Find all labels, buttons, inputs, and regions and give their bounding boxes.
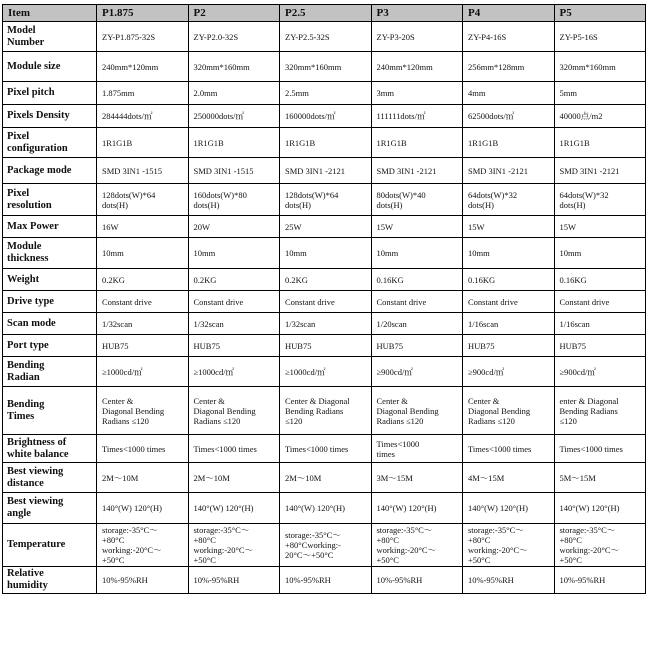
table-cell: 1/32scan xyxy=(280,313,372,335)
table-cell: 1R1G1B xyxy=(280,128,372,158)
row-label: Scan mode xyxy=(3,313,97,335)
table-cell: 2M～10M xyxy=(97,463,189,493)
table-cell: Center & Diagonal Bending Radians ≤120 xyxy=(371,387,463,435)
row-label: Module size xyxy=(3,52,97,82)
row-label: Module thickness xyxy=(3,238,97,269)
table-cell: 15W xyxy=(371,216,463,238)
table-cell: 3mm xyxy=(371,82,463,105)
table-cell: 20W xyxy=(188,216,280,238)
table-row xyxy=(3,269,646,291)
table-cell: 5mm xyxy=(554,82,646,105)
row-label: Pixels Density xyxy=(3,105,97,128)
table-cell: SMD 3IN1 -1515 xyxy=(97,158,189,184)
row-label: Best viewing distance xyxy=(3,463,97,493)
table-cell: 2M～10M xyxy=(188,463,280,493)
table-cell: ≥1000cd/㎡ xyxy=(280,357,372,387)
table-cell: SMD 3IN1 -2121 xyxy=(371,158,463,184)
table-cell: Center & Diagonal Bending Radians ≤120 xyxy=(97,387,189,435)
table-cell: ZY-P4-16S xyxy=(463,22,555,52)
table-cell: 320mm*160mm xyxy=(554,52,646,82)
table-cell: 320mm*160mm xyxy=(280,52,372,82)
table-cell: HUB75 xyxy=(463,335,555,357)
row-label: Pixel pitch xyxy=(3,82,97,105)
table-cell: HUB75 xyxy=(280,335,372,357)
table-cell: 16W xyxy=(97,216,189,238)
table-cell: 160000dots/㎡ xyxy=(280,105,372,128)
table-row xyxy=(3,128,646,158)
table-cell: 240mm*120mm xyxy=(371,52,463,82)
table-cell: HUB75 xyxy=(97,335,189,357)
table-cell: Times<1000 times xyxy=(188,435,280,463)
table-cell: Times<1000 times xyxy=(97,435,189,463)
header-p5: P5 xyxy=(554,5,646,22)
header-p25: P2.5 xyxy=(280,5,372,22)
table-cell: 1/32scan xyxy=(97,313,189,335)
table-row xyxy=(3,357,646,387)
spec-table xyxy=(2,4,646,594)
table-cell: ≥900cd/㎡ xyxy=(371,357,463,387)
table-cell: SMD 3IN1 -1515 xyxy=(188,158,280,184)
table-cell: 0.2KG xyxy=(280,269,372,291)
table-cell: 1/20scan xyxy=(371,313,463,335)
table-cell: Times<1000 times xyxy=(554,435,646,463)
row-label: Temperature xyxy=(3,524,97,567)
row-label: Best viewing angle xyxy=(3,493,97,524)
table-cell: 10mm xyxy=(280,238,372,269)
table-cell: Constant drive xyxy=(97,291,189,313)
table-cell: HUB75 xyxy=(371,335,463,357)
table-cell: 64dots(W)*32 dots(H) xyxy=(554,184,646,216)
table-cell: 250000dots/㎡ xyxy=(188,105,280,128)
table-cell: storage:-35°C～ +80°C working:-20°C～ +50°C xyxy=(463,524,555,567)
table-cell: 10%-95%RH xyxy=(371,567,463,594)
row-label: Pixel resolution xyxy=(3,184,97,216)
table-cell: 10mm xyxy=(554,238,646,269)
table-cell: 5M～15M xyxy=(554,463,646,493)
table-cell: 0.2KG xyxy=(97,269,189,291)
table-cell: SMD 3IN1 -2121 xyxy=(554,158,646,184)
table-row xyxy=(3,184,646,216)
table-cell: 15W xyxy=(463,216,555,238)
table-cell: 4M～15M xyxy=(463,463,555,493)
table-cell: 2M～10M xyxy=(280,463,372,493)
table-row xyxy=(3,238,646,269)
table-cell: 160dots(W)*80 dots(H) xyxy=(188,184,280,216)
table-cell: 4mm xyxy=(463,82,555,105)
row-label: Drive type xyxy=(3,291,97,313)
table-cell: 1/16scan xyxy=(463,313,555,335)
table-cell: 15W xyxy=(554,216,646,238)
table-cell: Times<1000 times xyxy=(280,435,372,463)
table-cell: 10mm xyxy=(463,238,555,269)
table-row xyxy=(3,22,646,52)
table-cell: storage:-35°C～ +80°C working:-20°C～ +50°C xyxy=(554,524,646,567)
table-cell: 80dots(W)*40 dots(H) xyxy=(371,184,463,216)
table-cell: 320mm*160mm xyxy=(188,52,280,82)
table-cell: Center & Diagonal Bending Radians ≤120 xyxy=(188,387,280,435)
table-cell: HUB75 xyxy=(554,335,646,357)
row-label: Max Power xyxy=(3,216,97,238)
table-cell: Center & Diagonal Bending Radians ≤120 xyxy=(463,387,555,435)
table-cell: storage:-35°C～ +80°Cworking:- 20°C～+50°C xyxy=(280,524,372,567)
table-cell: 128dots(W)*64 dots(H) xyxy=(280,184,372,216)
table-row xyxy=(3,52,646,82)
table-cell: ≥1000cd/㎡ xyxy=(188,357,280,387)
table-cell: ≥900cd/㎡ xyxy=(463,357,555,387)
table-row xyxy=(3,216,646,238)
table-cell: ≥900cd/㎡ xyxy=(554,357,646,387)
table-cell: 1R1G1B xyxy=(371,128,463,158)
table-cell: 3M～15M xyxy=(371,463,463,493)
table-row xyxy=(3,82,646,105)
table-cell: Times<1000 times xyxy=(371,435,463,463)
table-cell: ZY-P2.5-32S xyxy=(280,22,372,52)
table-cell: 0.16KG xyxy=(463,269,555,291)
table-cell: 1R1G1B xyxy=(554,128,646,158)
table-cell: Constant drive xyxy=(188,291,280,313)
table-cell: Center & Diagonal Bending Radians ≤120 xyxy=(280,387,372,435)
table-cell: 1R1G1B xyxy=(188,128,280,158)
header-p2: P2 xyxy=(188,5,280,22)
table-cell: ZY-P1.875-32S xyxy=(97,22,189,52)
header-p4: P4 xyxy=(463,5,555,22)
table-cell: 140°(W) 120°(H) xyxy=(554,493,646,524)
spec-table-body xyxy=(3,22,646,594)
table-cell: enter & Diagonal Bending Radians ≤120 xyxy=(554,387,646,435)
table-row xyxy=(3,463,646,493)
table-row xyxy=(3,158,646,184)
row-label: Bending Times xyxy=(3,387,97,435)
row-label: Brightness of white balance xyxy=(3,435,97,463)
table-cell: 0.16KG xyxy=(371,269,463,291)
table-cell: ZY-P5-16S xyxy=(554,22,646,52)
table-cell: 140°(W) 120°(H) xyxy=(97,493,189,524)
table-cell: 240mm*120mm xyxy=(97,52,189,82)
table-row xyxy=(3,493,646,524)
row-label: Pixel configuration xyxy=(3,128,97,158)
table-cell: 64dots(W)*32 dots(H) xyxy=(463,184,555,216)
row-label: Package mode xyxy=(3,158,97,184)
table-cell: 10%-95%RH xyxy=(280,567,372,594)
table-cell: storage:-35°C～ +80°C working:-20°C～ +50°C xyxy=(188,524,280,567)
table-cell: 2.5mm xyxy=(280,82,372,105)
table-row xyxy=(3,567,646,594)
table-cell: 111111dots/㎡ xyxy=(371,105,463,128)
table-cell: 10mm xyxy=(188,238,280,269)
header-item: Item xyxy=(3,5,97,22)
table-cell: 256mm*128mm xyxy=(463,52,555,82)
table-cell: Constant drive xyxy=(280,291,372,313)
table-cell: 140°(W) 120°(H) xyxy=(188,493,280,524)
table-cell: 10mm xyxy=(371,238,463,269)
table-row xyxy=(3,313,646,335)
row-label: Port type xyxy=(3,335,97,357)
table-cell: Times<1000 times xyxy=(463,435,555,463)
table-cell: Constant drive xyxy=(554,291,646,313)
table-cell: storage:-35°C～ +80°C working:-20°C～ +50°C xyxy=(371,524,463,567)
table-cell: 1/16scan xyxy=(554,313,646,335)
table-cell: SMD 3IN1 -2121 xyxy=(463,158,555,184)
table-row xyxy=(3,335,646,357)
table-cell: ≥1000cd/㎡ xyxy=(97,357,189,387)
table-cell: 284444dots/㎡ xyxy=(97,105,189,128)
table-cell: 2.0mm xyxy=(188,82,280,105)
table-cell: Constant drive xyxy=(371,291,463,313)
table-cell: 140°(W) 120°(H) xyxy=(463,493,555,524)
header-p1875: P1.875 xyxy=(97,5,189,22)
table-cell: 25W xyxy=(280,216,372,238)
table-cell: 140°(W) 120°(H) xyxy=(280,493,372,524)
table-cell: 1R1G1B xyxy=(97,128,189,158)
table-cell: 10%-95%RH xyxy=(97,567,189,594)
table-cell: 10%-95%RH xyxy=(463,567,555,594)
spec-table-header xyxy=(3,5,646,22)
table-cell: 128dots(W)*64 dots(H) xyxy=(97,184,189,216)
table-cell: ZY-P2.0-32S xyxy=(188,22,280,52)
row-label: Bending Radian xyxy=(3,357,97,387)
table-row xyxy=(3,435,646,463)
table-cell: 10%-95%RH xyxy=(554,567,646,594)
header-p3: P3 xyxy=(371,5,463,22)
row-label: Relative humidity xyxy=(3,567,97,594)
table-cell: 62500dots/㎡ xyxy=(463,105,555,128)
header-row xyxy=(3,5,646,22)
table-cell: 0.2KG xyxy=(188,269,280,291)
table-cell: HUB75 xyxy=(188,335,280,357)
table-cell: 10mm xyxy=(97,238,189,269)
table-row xyxy=(3,524,646,567)
table-cell: 1R1G1B xyxy=(463,128,555,158)
table-cell: 1/32scan xyxy=(188,313,280,335)
table-row xyxy=(3,291,646,313)
table-cell: Constant drive xyxy=(463,291,555,313)
table-cell: 40000点/m2 xyxy=(554,105,646,128)
table-cell: 1.875mm xyxy=(97,82,189,105)
table-cell: 140°(W) 120°(H) xyxy=(371,493,463,524)
row-label: Model Number xyxy=(3,22,97,52)
table-cell: SMD 3IN1 -2121 xyxy=(280,158,372,184)
table-cell: storage:-35°C～ +80°C working:-20°C～ +50°C xyxy=(97,524,189,567)
table-cell: 0.16KG xyxy=(554,269,646,291)
table-row xyxy=(3,387,646,435)
row-label: Weight xyxy=(3,269,97,291)
table-cell: ZY-P3-20S xyxy=(371,22,463,52)
table-cell: 10%-95%RH xyxy=(188,567,280,594)
table-row xyxy=(3,105,646,128)
